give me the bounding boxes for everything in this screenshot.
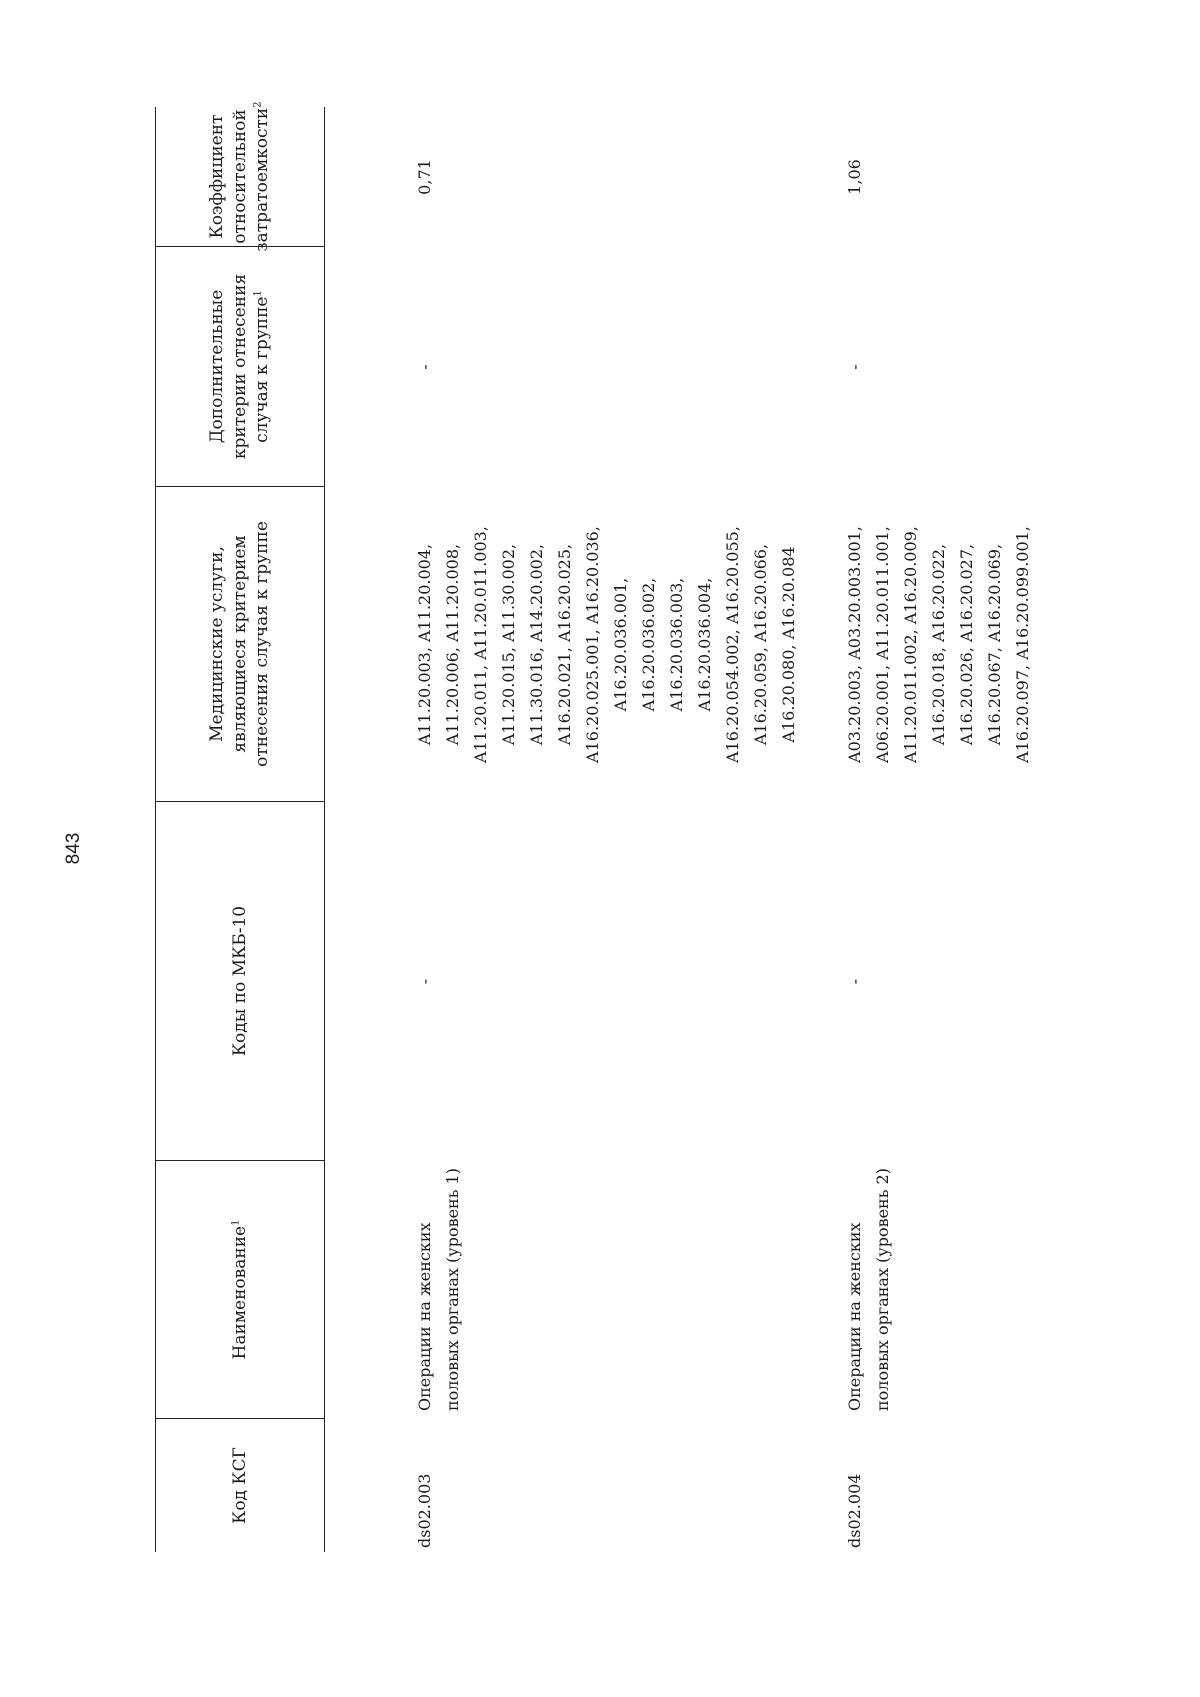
ksg-table <box>155 101 1081 1552</box>
service-code-line: A11.20.011, A11.20.011.003, <box>471 526 490 763</box>
service-code-line: A11.30.016, A14.20.002, <box>527 543 546 746</box>
page-number: 843 <box>63 832 84 865</box>
header-cost-coefficient <box>156 101 324 252</box>
service-code-line: A16.20.059, A16.20.066, <box>751 543 770 746</box>
header-cost-coefficient-text: Коэффициент относительной затратоемкости <box>206 107 273 252</box>
cost-coefficient-cell: 0,71 <box>415 159 434 195</box>
ksg-code-cell: ds02.004 <box>845 1473 864 1548</box>
ksg-name-cell: Операции на женских половых органах (уровень 1) <box>415 1168 462 1411</box>
header-name-text: Наименование <box>229 1225 250 1360</box>
ksg-name-cell: Операции на женских половых органах (уровень 2) <box>845 1168 892 1411</box>
header-name <box>156 1161 324 1419</box>
ksg-code-cell: ds02.003 <box>415 1473 434 1548</box>
service-code-line: A11.20.006, A11.20.008, <box>443 543 462 746</box>
service-code-line: A11.20.011.002, A16.20.009, <box>901 526 920 763</box>
extra-criteria-cell: - <box>845 364 864 370</box>
header-extra-criteria-footnote: 1 <box>252 290 264 297</box>
service-code-line: A16.20.018, A16.20.022, <box>929 543 948 746</box>
header-ksg-code <box>156 1419 324 1552</box>
header-medical-services <box>156 487 324 802</box>
header-mkb-codes <box>156 802 324 1161</box>
medical-services-cell <box>411 487 803 802</box>
medical-services-cell <box>841 487 1037 802</box>
service-code-line: A03.20.003, A03.20.003.001, <box>845 526 864 763</box>
header-mkb-codes-text: Коды по МКБ-10 <box>229 905 250 1057</box>
extra-criteria-cell: - <box>415 364 434 370</box>
service-code-line: A16.20.054.002, A16.20.055, <box>723 526 742 763</box>
service-code-line: A16.20.080, A16.20.084 <box>779 546 798 743</box>
header-extra-criteria-text: Дополнительные критерии отнесения случая к группе <box>206 273 273 460</box>
service-code-line: A16.20.036.004, <box>695 577 714 712</box>
table-row <box>411 107 841 1552</box>
header-name-footnote: 1 <box>229 1219 241 1226</box>
service-code-line: A06.20.001, A11.20.011.001, <box>873 526 892 763</box>
service-code-line: A16.20.036.001, <box>611 577 630 712</box>
service-code-line: A16.20.025.001, A16.20.036, <box>583 526 602 763</box>
mkb-codes-cell: - <box>845 978 864 985</box>
service-code-line: A11.20.003, A11.20.004, <box>415 543 434 746</box>
mkb-codes-cell: - <box>415 978 434 985</box>
service-code-line: A16.20.036.002, <box>639 577 658 712</box>
table-row <box>841 107 1081 1552</box>
service-code-line: A16.20.026, A16.20.027, <box>957 543 976 746</box>
header-ksg-code-text: Код КСГ <box>229 1447 250 1524</box>
service-code-line: A16.20.021, A16.20.025, <box>555 543 574 746</box>
service-code-line: A11.20.015, A11.30.002, <box>499 543 518 746</box>
header-medical-services-text: Медицинские услуги, являющиеся критерием отнесения случая к группе <box>206 521 273 767</box>
header-cost-coefficient-footnote: 2 <box>252 101 264 108</box>
table-header-row <box>155 101 325 1552</box>
header-extra-criteria <box>156 247 324 487</box>
service-code-line: A16.20.067, A16.20.069, <box>985 543 1004 746</box>
service-code-line: A16.20.097, A16.20.099.001, <box>1013 526 1032 763</box>
cost-coefficient-cell: 1,06 <box>845 159 864 195</box>
service-code-line: A16.20.036.003, <box>667 577 686 712</box>
